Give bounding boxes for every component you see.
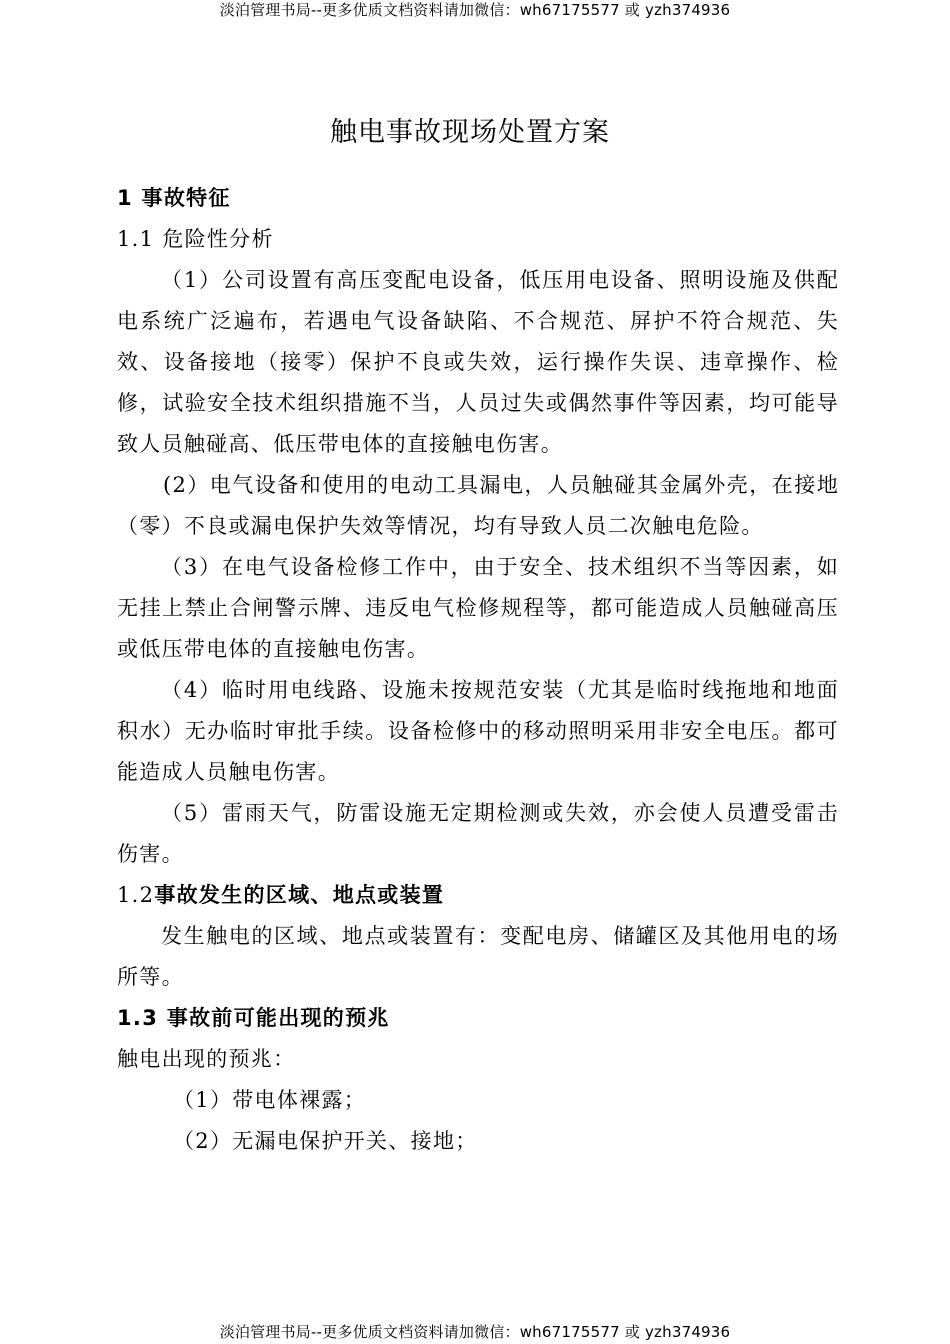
subsection-heading xyxy=(117,875,839,916)
list-item: （2）无漏电保护开关、接地； xyxy=(173,1129,478,1153)
subsection-title: 事故发生的区域、地点或装置 xyxy=(154,883,445,907)
footer-watermark: 淡泊管理书局--更多优质文档资料请加微信：wh67175577 或 yzh374936 xyxy=(219,1323,731,1341)
paragraph: 发生触电的区域、地点或装置有：变配电房、储罐区及其他用电的场所等。 xyxy=(117,924,839,989)
paragraph: 触电出现的预兆： xyxy=(117,1047,296,1071)
subsection-number: 1.2 xyxy=(117,883,155,907)
paragraph: (2）电气设备和使用的电动工具漏电，人员触碰其金属外壳，在接地（零）不良或漏电保护失效等情况，均有导致人员二次触电危险。 xyxy=(117,473,839,538)
paragraph: （5）雷雨天气，防雷设施无定期检测或失效，亦会使人员遭受雷击伤害。 xyxy=(117,801,839,866)
section-heading: 1 事故特征 xyxy=(117,186,231,210)
paragraph: （3）在电气设备检修工作中，由于安全、技术组织不当等因素，如无挂上禁止合闸警示牌、违反电气检修规程等，都可能造成人员触碰高压或低压带电体的直接触电伤害。 xyxy=(117,555,839,661)
paragraph: （1）公司设置有高压变配电设备，低压用电设备、照明设施及供配电系统广泛遍布，若遇电气设备缺陷、不合规范、屏护不符合规范、失效、设备接地（接零）保护不良或失效，运行操作失误、违章操作、检修，试验安全技术组织措施不当，人员过失或偶然事件等因素，均可能导致人员触碰高、低压带电体的直接触电伤害。 xyxy=(117,268,839,456)
document-title: 触电事故现场处置方案 xyxy=(330,117,610,148)
subsection-heading: 1.1 危险性分析 xyxy=(117,227,274,251)
subsection-heading: 1.3 事故前可能出现的预兆 xyxy=(117,1006,390,1030)
document-body xyxy=(117,178,839,1162)
paragraph: （4）临时用电线路、设施未按规范安装（尤其是临时线拖地和地面积水）无办临时审批手续。设备检修中的移动照明采用非安全电压。都可能造成人员触电伤害。 xyxy=(117,678,839,784)
list-item: （1）带电体裸露； xyxy=(173,1088,367,1112)
header-watermark: 淡泊管理书局--更多优质文档资料请加微信：wh67175577 或 yzh374936 xyxy=(219,1,731,19)
